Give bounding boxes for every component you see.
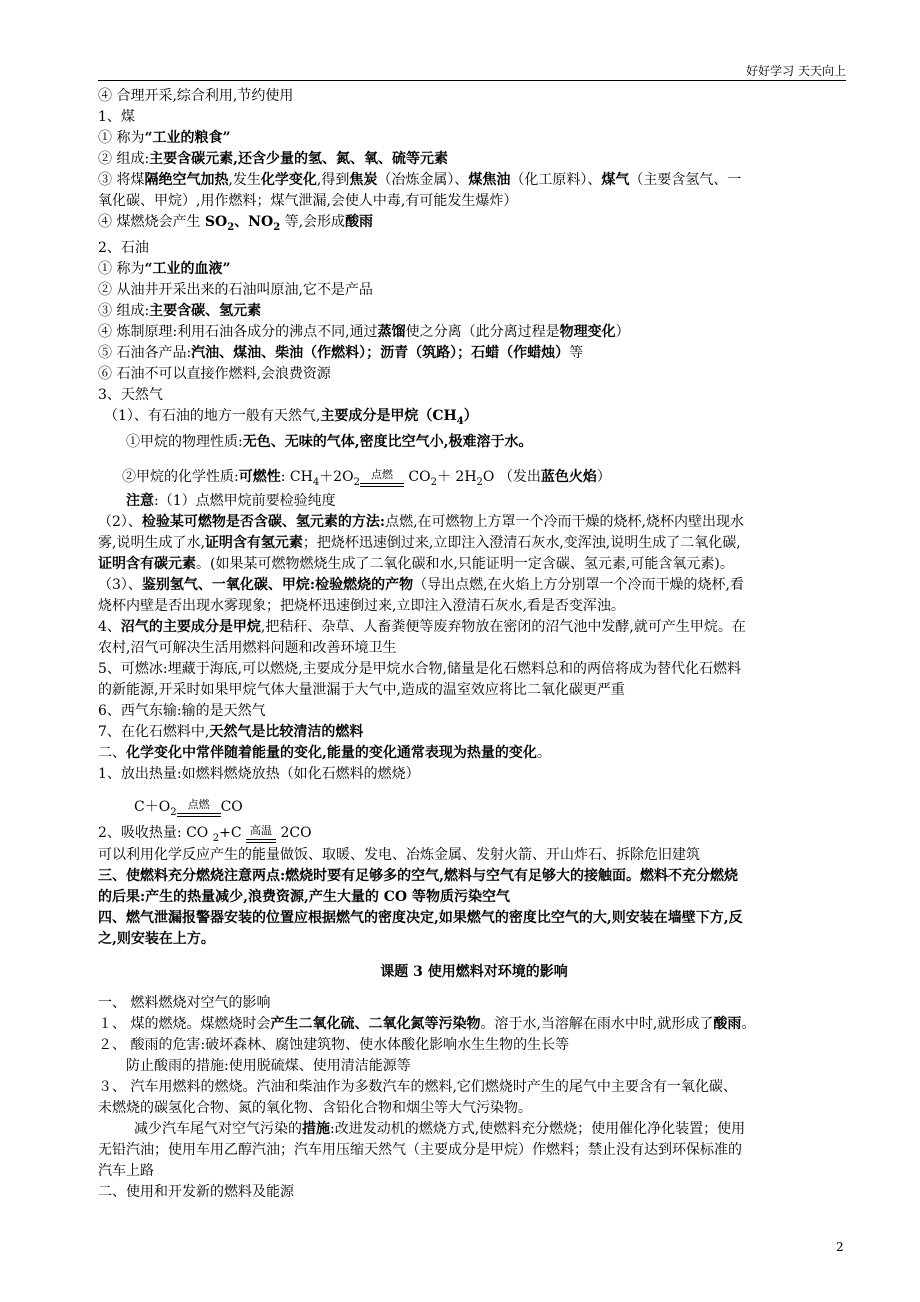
text-line: 注意:（1）点燃甲烷前要检验纯度 [126,492,336,509]
text-line: 防止酸雨的措施:使用脱硫煤、使用清洁能源等 [126,1057,411,1074]
text-line: 4、沼气的主要成分是甲烷,把秸秆、杂草、人畜粪便等废弃物放在密闭的沼气池中发酵,就可产生甲烷。在 [98,618,746,635]
text-line: 氧化碳、甲烷）,用作燃料；煤气泄漏,会使人中毒,有可能发生爆炸） [98,193,518,209]
text-line: 可以利用化学反应产生的能量做饭、取暖、发电、冶炼金属、发射火箭、开山炸石、拆除危旧建筑 [98,846,700,863]
text-line: 二、化学变化中常伴随着能量的变化,能量的变化通常表现为热量的变化。 [98,744,551,761]
text-line: 未燃烧的碳氢化合物、氮的氧化物、含铅化合物和烟尘等大气污染物。 [98,1099,532,1116]
text-line: ① 称为“工业的血液” [98,260,231,277]
reaction-condition: 高温 [246,839,276,844]
text-line: ① 称为“工业的粮食” [98,130,231,146]
text-line: 一、 燃料燃烧对空气的影响 [98,994,271,1011]
text-line: 四、燃气泄漏报警器安装的位置应根据燃气的密度决定,如果燃气的密度比空气的大,则安装在墙壁下方,反 [98,909,743,926]
text-line: 1、放出热量:如燃料燃烧放热（如化石燃料的燃烧） [98,765,420,782]
methane-combustion-equation: ②甲烷的化学性质:可燃性: $CH_4+2O_2$ 点燃 $CO_2+ 2H_2O$ （发出蓝色火焰） [98,453,850,491]
section-oil-title: 2、石油 [98,239,149,256]
text-line: 三、使燃料充分燃烧注意两点:燃烧时要有足够多的空气,燃料与空气有足够大的接触面。燃料不充分燃烧 [98,867,739,884]
page-header: 好好学习 天天向上 [746,64,846,78]
topic-heading: 课题 3 使用燃料对环境的影响 [380,963,568,980]
text-line: （3）、鉴别氢气、一氧化碳、甲烷:检验燃烧的产物（导出点燃,在火焰上方分别罩一个冷而干燥的烧杯,看 [98,576,744,593]
page-number: 2 [836,1240,844,1254]
text-line: 证明含有碳元素。(如果某可燃物燃烧生成了二氧化碳和水,只能证明一定含碳、氢元素,可能含氧元素)。 [98,555,734,572]
text-line: ⑥ 石油不可以直接作燃料,会浪费资源 [98,365,331,382]
text-line: １、 煤的燃烧。煤燃烧时会产生二氧化硫、二氧化氮等污染物。溶于水,当溶解在雨水中时,就形成了酸雨。 [98,1015,756,1032]
text-line: 雾,说明生成了水,证明含有氢元素；把烧杯迅速倒过来,立即注入澄清石灰水,变浑浊,说明生成了二氧化碳, [98,534,741,551]
text-line: ③ 组成:主要含碳、氢元素 [98,302,262,319]
text-line: ①甲烷的物理性质:无色、无味的气体,密度比空气小,极难溶于水。 [126,433,533,450]
text-line: （2）、检验某可燃物是否含碳、氢元素的方法:点燃,在可燃物上方罩一个冷而干燥的烧杯,烧杯内壁出现水 [98,513,744,530]
text-line: ⑤ 石油各产品:汽油、煤油、柴油（作燃料）；沥青（筑路）；石蜡（作蜡烛）等 [98,344,584,361]
text-line: ３、 汽车用燃料的燃烧。汽油和柴油作为多数汽车的燃料,它们燃烧时产生的尾气中主要含有一氧化碳、 [98,1078,737,1095]
text-line: 减少汽车尾气对空气污染的措施:改进发动机的燃烧方式,使燃料充分燃烧；使用催化净化装置；使用 [134,1120,746,1137]
text-line: ② 从油井开采出来的石油叫原油,它不是产品 [98,281,373,298]
text-line: 7、在化石燃料中,天然气是比较清洁的燃料 [98,723,364,740]
text-line: 汽车上路 [98,1162,154,1179]
text-line: 二、使用和开发新的燃料及能源 [98,1183,294,1200]
document-body [98,86,850,1203]
text-line: 无铅汽油；使用车用乙醇汽油；汽车用压缩天然气（主要成分是甲烷）作燃料；禁止没有达到环保标准的 [98,1141,742,1158]
text-line: 5、可燃冰:埋藏于海底,可以燃烧,主要成分是甲烷水合物,储量是化石燃料总和的两倍将成为替代化石燃料 [98,660,741,677]
section-coal-title: 1、煤 [98,109,135,125]
text-line: ② 组成:主要含碳元素,还含少量的氢、氮、氧、硫等元素 [98,151,449,167]
text-line: 之,则安装在上方。 [98,930,215,947]
text-line: ④ 炼制原理:利用石油各成分的沸点不同,通过蒸馏使之分离（此分离过程是物理变化） [98,323,630,340]
text-line: 的新能源,开采时如果甲烷气体大量泄漏于大气中,造成的温室效应将比二氧化碳更严重 [98,681,625,698]
carbon-combustion-equation: $C+O_2$ 点燃 CO [98,785,850,819]
text-line: （1）、有石油的地方一般有天然气,主要成分是甲烷$(CH_4)$ [104,407,478,427]
text-line: ③ 将煤隔绝空气加热,发生化学变化,得到焦炭（冶炼金属）、煤焦油（化工原料）、煤气（主要含氢气、一 [98,172,742,188]
text-line: ２、 酸雨的危害:破坏森林、腐蚀建筑物、使水体酸化影响水生生物的生长等 [98,1036,570,1053]
header-rule [98,80,846,81]
text-line: ④ 合理开采,综合利用,节约使用 [98,88,294,104]
reaction-condition: 点燃 [177,813,221,818]
text-line: 6、西气东输:输的是天然气 [98,702,266,719]
section-gas-title: 3、天然气 [98,386,163,403]
text-line: 农村,沼气可解决生活用燃料问题和改善环境卫生 [98,639,397,656]
carbon-dioxide-reduction-equation: 2、吸收热量: CO $_2$+C 高温 2CO [98,819,850,845]
text-line: 的后果:产生的热量减少,浪费资源,产生大量的 CO 等物质污染空气 [98,888,511,905]
text-line: ④ 煤燃烧会产生 $SO_2$、$NO_2$ 等,会形成酸雨 [98,214,374,233]
reaction-condition: 点燃 [360,483,404,490]
text-line: 烧杯内壁是否出现水雾现象；把烧杯迅速倒过来,立即注入澄清石灰水,看是否变浑浊。 [98,597,625,614]
